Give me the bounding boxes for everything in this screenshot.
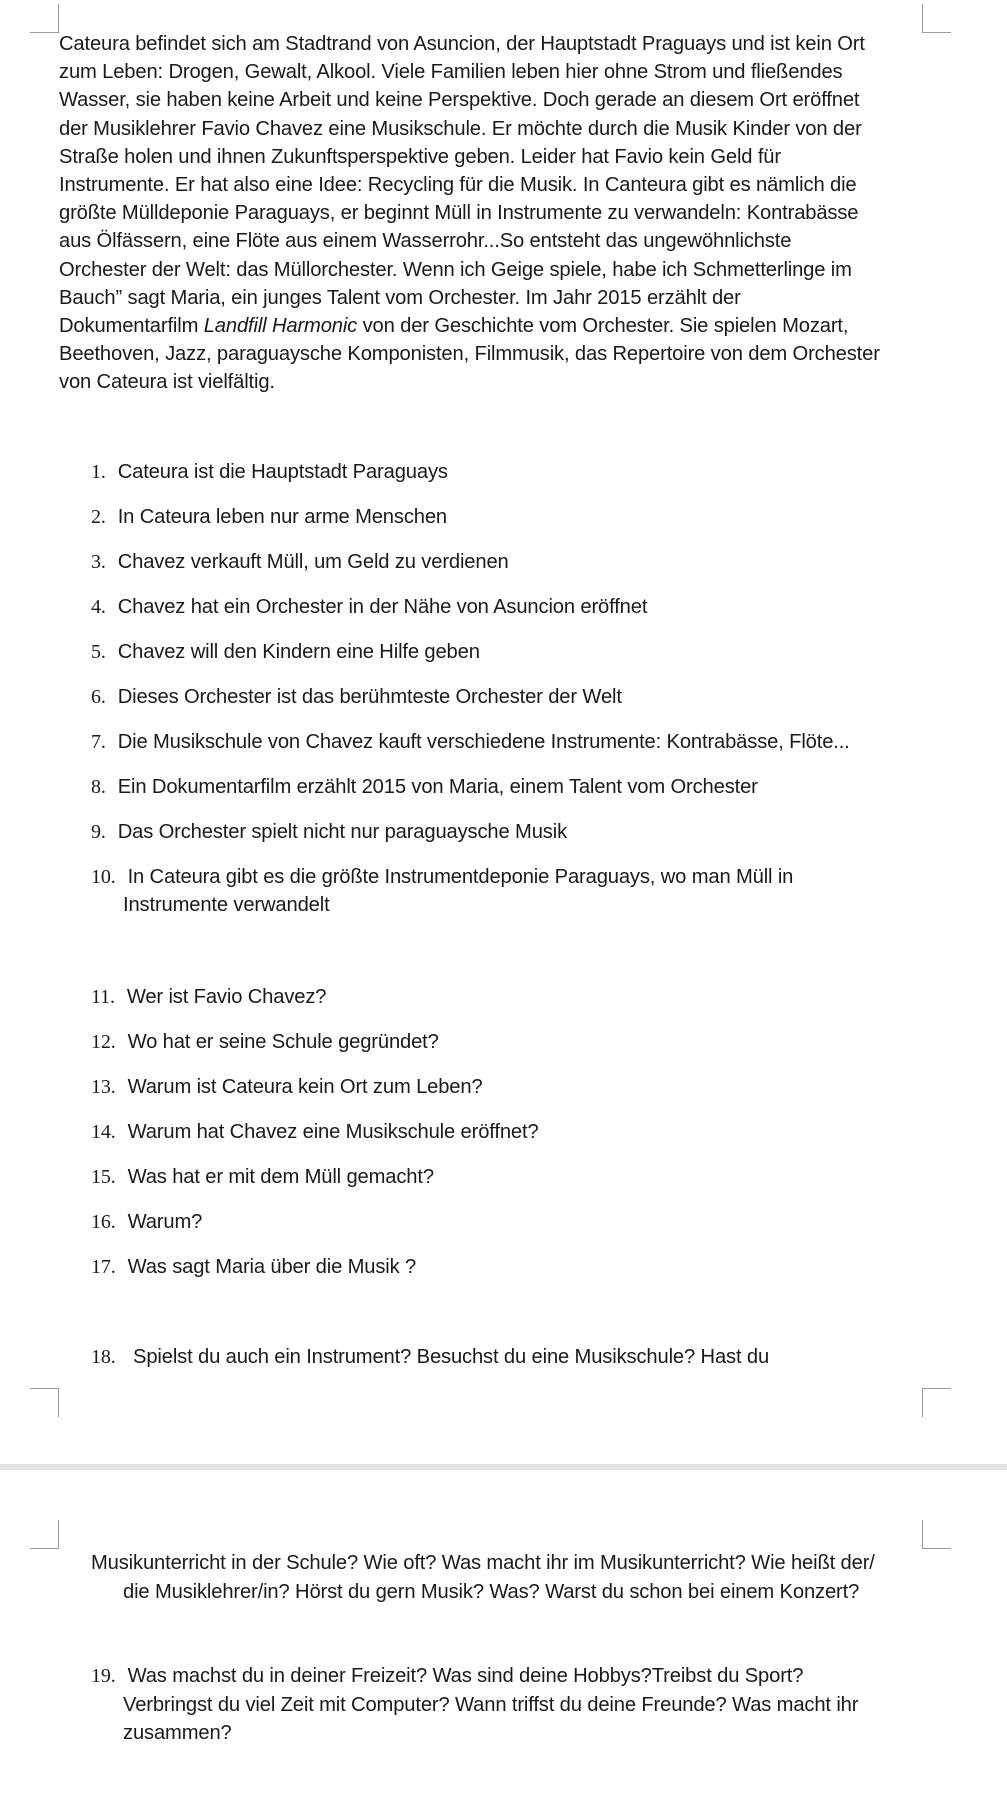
item-number: 13.: [91, 1076, 116, 1098]
passage-line: Instrumente. Er hat also eine Idee: Recycling für die Musik. In Canteura gibt es nämlich die: [59, 174, 857, 197]
item-number: 9.: [91, 821, 106, 843]
item-text: In Cateura leben nur arme Menschen: [117, 506, 448, 528]
item-number: 10.: [91, 866, 116, 888]
item-number: 7.: [91, 731, 106, 753]
document-page-2: [0, 1470, 1007, 1814]
item-number: 14.: [91, 1121, 116, 1143]
passage-line: Cateura befindet sich am Stadtrand von Asuncion, der Hauptstadt Praguays und ist kein Ort: [59, 33, 865, 55]
list-item: [91, 983, 931, 1011]
item-number: 1.: [91, 461, 106, 483]
question-18-continuation: [91, 1549, 931, 1606]
item-text: In Cateura gibt es die größte Instrumentdeponie Paraguays, wo man Müll in: [127, 866, 794, 888]
page-corner-mark: [30, 1520, 59, 1549]
passage-line: Bauch” sagt Maria, ein junges Talent vom Orchester. Im Jahr 2015 erzählt der: [59, 286, 741, 309]
list-item: [91, 1662, 931, 1748]
passage-line: Beethoven, Jazz, paraguaysche Komponisten, Filmmusik, das Repertoire von dem Orchester: [59, 343, 880, 366]
item-text: Spielst du auch ein Instrument? Besuchst du eine Musikschule? Hast du: [127, 1346, 770, 1368]
passage-line: der Musiklehrer Favio Chavez eine Musikschule. Er möchte durch die Musik Kinder von der: [59, 117, 862, 140]
list-item: [91, 1073, 931, 1101]
item-text: Was machst du in deiner Freizeit? Was sind deine Hobbys?Treibst du Sport?: [127, 1665, 804, 1687]
item-text-continuation: Instrumente verwandelt: [123, 894, 330, 916]
item-text: Chavez hat ein Orchester in der Nähe von Asuncion eröffnet: [117, 596, 648, 618]
item-text: Warum ist Cateura kein Ort zum Leben?: [127, 1076, 483, 1098]
item-text: Das Orchester spielt nicht nur paraguaysche Musik: [117, 821, 568, 843]
item-text-continuation: zusammen?: [123, 1722, 232, 1744]
item-number: 15.: [91, 1166, 116, 1188]
passage-line: von Cateura ist vielfältig.: [59, 371, 275, 394]
item-text-continuation: Musikunterricht in der Schule? Wie oft? Was macht ihr im Musikunterricht? Wie heißt der/: [91, 1552, 875, 1574]
item-number: 16.: [91, 1211, 116, 1233]
item-text: Was sagt Maria über die Musik ?: [127, 1256, 417, 1278]
list-item: [91, 1208, 931, 1236]
passage-line: Orchester der Welt: das Müllorchester. Wenn ich Geige spiele, habe ich Schmetterlinge im: [59, 258, 852, 281]
item-text: Wer ist Favio Chavez?: [126, 986, 327, 1008]
item-number: 3.: [91, 551, 106, 573]
item-text: Was hat er mit dem Müll gemacht?: [127, 1166, 434, 1188]
item-text: Cateura ist die Hauptstadt Paraguays: [117, 461, 448, 483]
item-number: 6.: [91, 686, 106, 708]
passage-line: aus Ölfässern, eine Flöte aus einem Wasserrohr...So entsteht das ungewöhnlichste: [59, 230, 792, 253]
passage-text: von der Geschichte vom Orchester. Sie spielen Mozart,: [357, 315, 849, 338]
passage-line: Wasser, sie haben keine Arbeit und keine Perspektive. Doch gerade an diesem Ort eröffnet: [59, 89, 860, 112]
item-text: Wo hat er seine Schule gegründet?: [127, 1031, 439, 1053]
item-number: 18.: [91, 1346, 116, 1368]
item-number: 17.: [91, 1256, 116, 1278]
item-number: 4.: [91, 596, 106, 618]
item-number: 8.: [91, 776, 106, 798]
item-text: Die Musikschule von Chavez kauft verschiedene Instrumente: Kontrabässe, Flöte...: [117, 731, 850, 753]
passage-line: zum Leben: Drogen, Gewalt, Alkool. Viele Familien leben hier ohne Strom und fließendes: [59, 61, 843, 84]
item-text: Chavez verkauft Müll, um Geld zu verdienen: [117, 551, 509, 573]
item-number: 2.: [91, 506, 106, 528]
film-title: Landfill Harmonic: [203, 315, 358, 338]
item-text: Ein Dokumentarfilm erzählt 2015 von Maria, einem Talent vom Orchester: [117, 776, 758, 798]
passage-line: Straße holen und ihnen Zukunftsperspektive geben. Leider hat Favio kein Geld für: [59, 145, 781, 168]
list-item: [91, 1163, 931, 1191]
item-text: Chavez will den Kindern eine Hilfe geben: [117, 641, 480, 663]
item-number: 19.: [91, 1665, 116, 1687]
item-text: Warum hat Chavez eine Musikschule eröffnet?: [127, 1121, 539, 1143]
item-text-continuation: die Musiklehrer/in? Hörst du gern Musik? Was? Warst du schon bei einem Konzert?: [123, 1580, 860, 1603]
item-number: 5.: [91, 641, 106, 663]
item-number: 11.: [91, 986, 115, 1008]
item-text-continuation: Verbringst du viel Zeit mit Computer? Wann triffst du deine Freunde? Was macht ihr: [123, 1693, 859, 1716]
list-item: [91, 1118, 931, 1146]
passage-line: größte Mülldeponie Paraguays, er beginnt Müll in Instrumente zu verwandeln: Kontrabässe: [59, 202, 859, 225]
list-item: [91, 1253, 931, 1281]
list-item: [91, 1028, 931, 1056]
list-item: [91, 1343, 931, 1371]
item-number: 12.: [91, 1031, 116, 1053]
item-text: Dieses Orchester ist das berühmteste Orchester der Welt: [117, 686, 622, 708]
page-corner-mark: [922, 1520, 951, 1549]
item-text: Warum?: [127, 1211, 203, 1233]
passage-text: Dokumentarfilm: [59, 315, 204, 338]
